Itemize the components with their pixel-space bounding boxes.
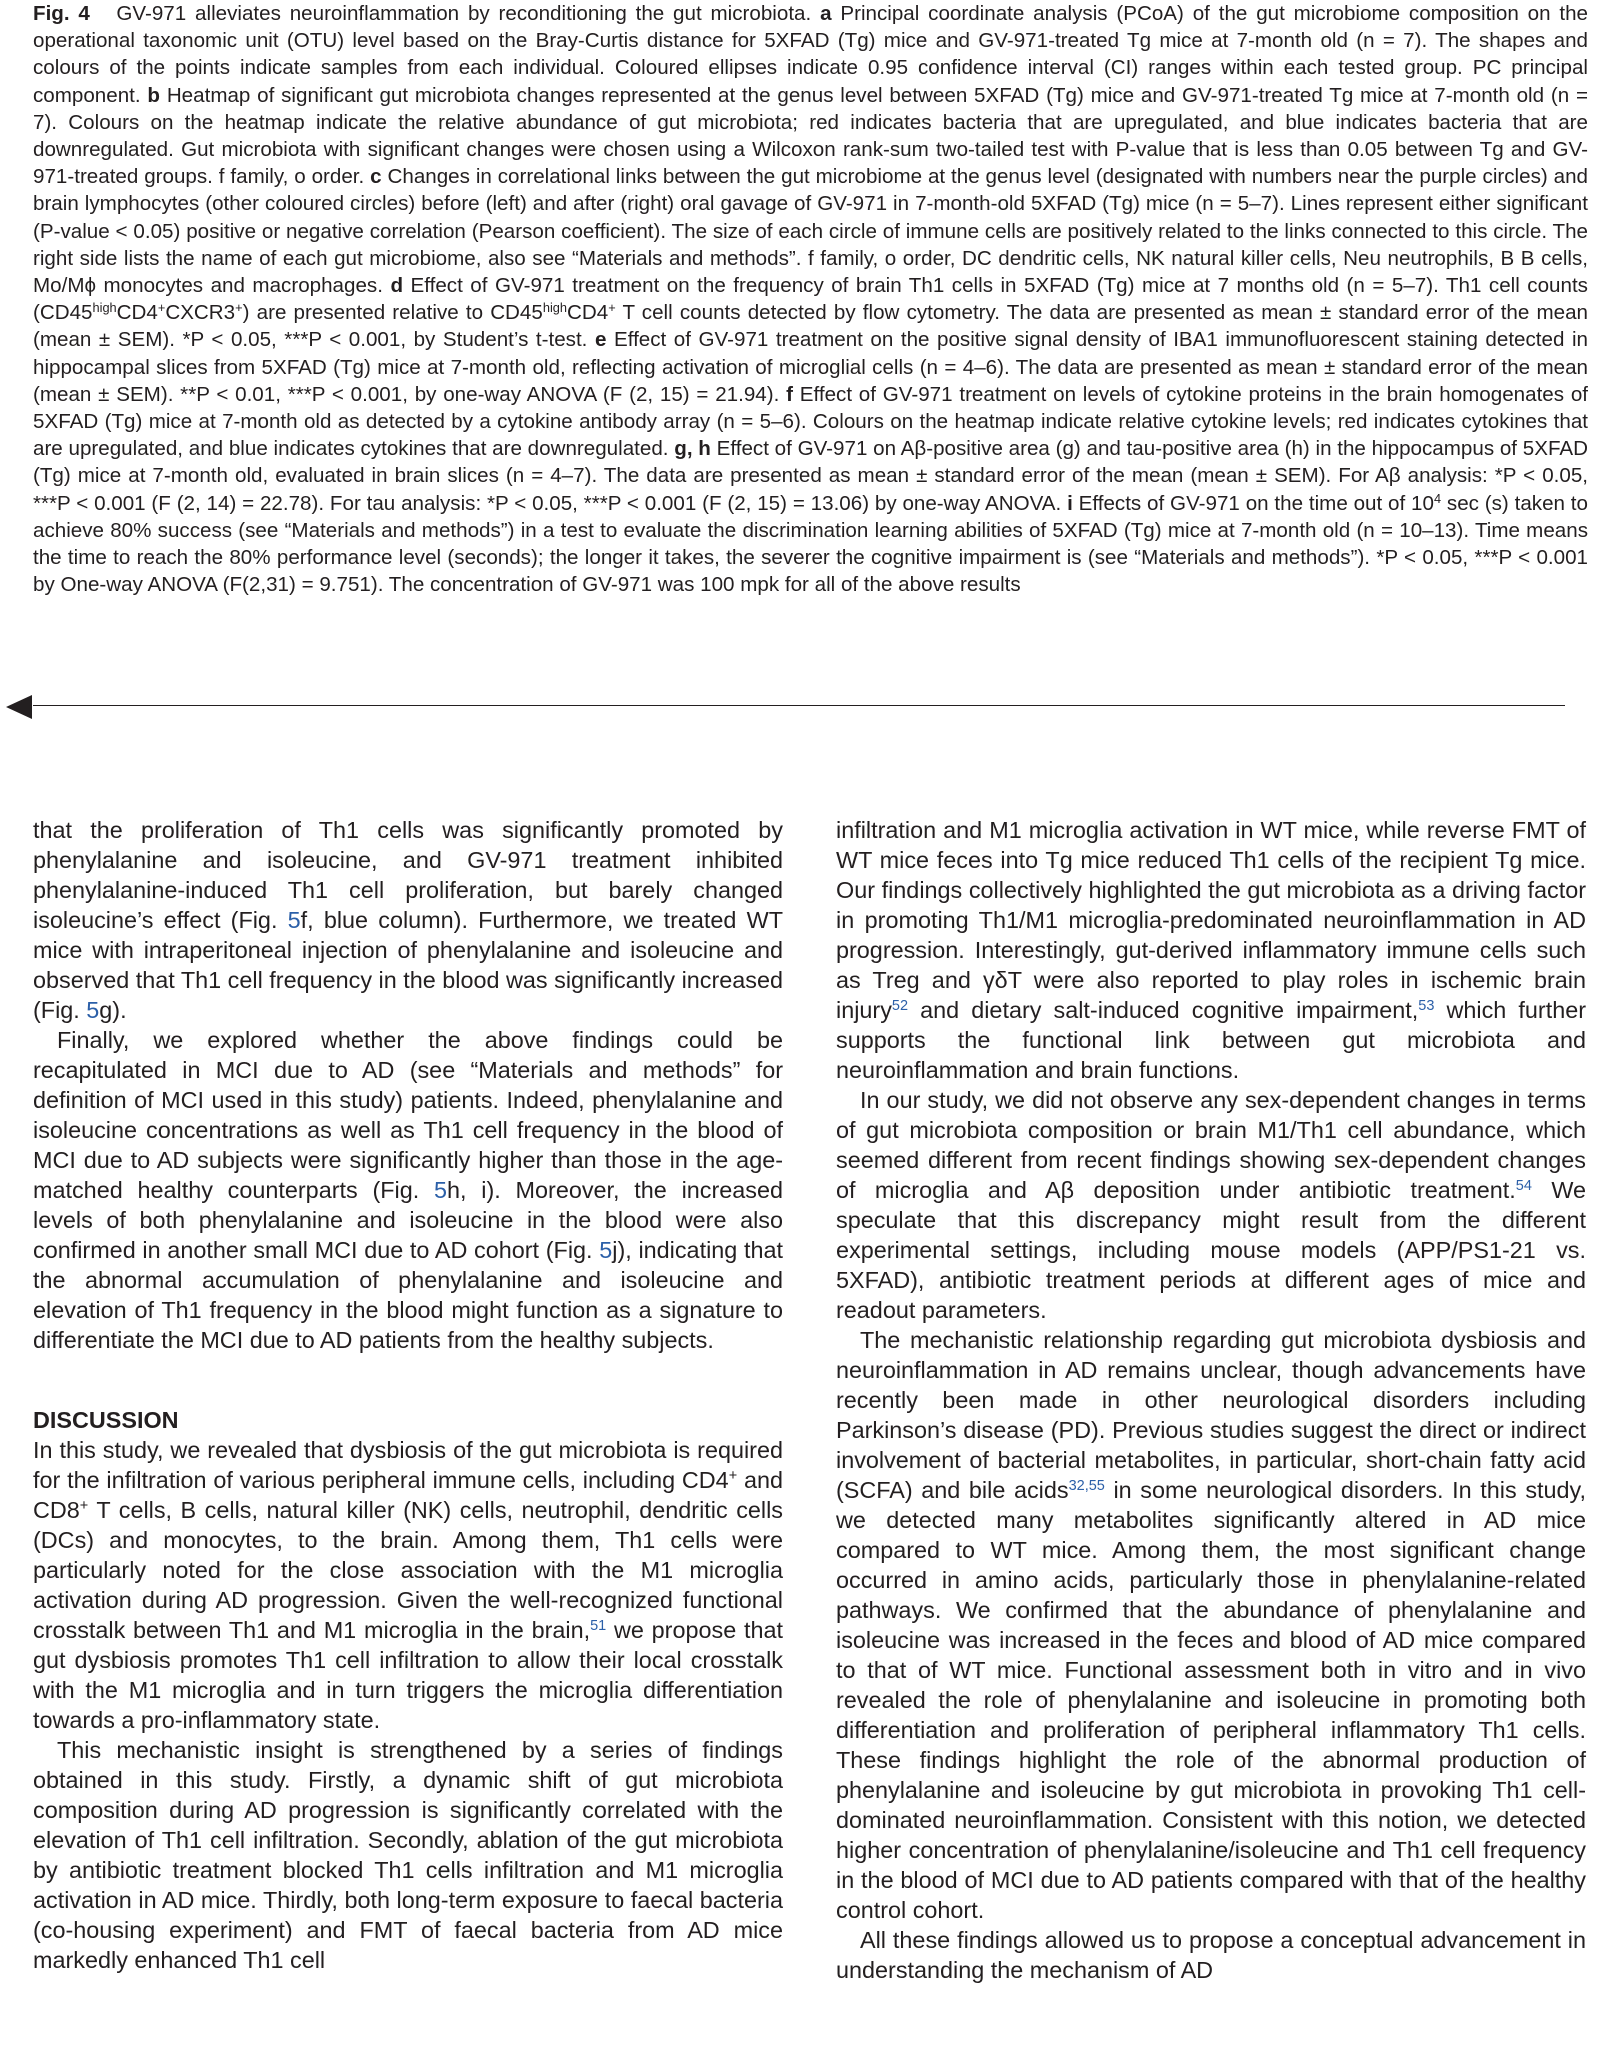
panel-e-label: e	[594, 328, 607, 352]
panel-c-text: Changes in correlational links between the gut microbiome at the genus level (designated with numbers near the purple circles) and brain lymphocytes (other coloured circles) before (left) and after (right) oral gavage of GV-971 in 7-month-old 5XFAD (Tg) mice (n = 5–7). Lines represent either significant (P-value < 0.05) positive or negative correlation (Pearson coefficient). The size of each circle of immune cells are positively related to the links connected to this circle. The right side lists the name of each gut microbiome, also see “Materials and methods”. f family, o order, DC dendritic cells, NK natural killer cells, Neu neutrophils, B B cells, Mo/Mϕ monocytes and macrophages.	[33, 165, 1588, 298]
panel-i-text: Effects of GV-971 on the time out of $10^4$ sec (s) taken to achieve 80% success (see “Materials and methods”) in a test to evaluate the discrimination learning abilities of 5XFAD (Tg) mice at 7-month old (n = 10–13). Time means the time to reach the 80% performance level (seconds); the longer it takes, the severer the cognitive impairment is (see “Materials and methods”). *P < 0.05, ***P < 0.001 by One-way ANOVA (F(2,31) = 9.751). The concentration of GV-971 was 100 mpk for all of the above results	[33, 490, 1588, 597]
paragraph: In our study, we did not observe any sex-dependent changes in terms of gut microbiota composition or brain M1/Th1 cell abundance, which seemed different from recent findings showing sex-dependent changes of microglia and Aβ deposition under antibiotic treatment.$^{54}$ We speculate that this discrepancy might result from the different experimental settings, including mouse models (APP/PS1-21 vs. 5XFAD), antibiotic treatment periods at different ages of mice and readout parameters.	[836, 1087, 1586, 1323]
figure-ref-link[interactable]: 5	[434, 1177, 448, 1203]
panel-e-text: Effect of GV-971 treatment on the positive signal density of IBA1 immunofluorescent staining detected in hippocampal slices from 5XFAD (Tg) mice at 7-month old, reflecting activation of microglial cells (n = 4–6). The data are presented as mean ± standard error of the mean (mean ± SEM). **P < 0.01, ***P < 0.001, by one-way ANOVA (F (2, 15) = 21.94).	[33, 328, 1589, 406]
figure-title: GV-971 alleviates neuroinflammation by reconditioning the gut microbiota.	[116, 2, 812, 25]
caption-divider	[33, 705, 1565, 706]
citation-link[interactable]: 53	[1418, 998, 1435, 1015]
panel-b-label: b	[147, 83, 161, 107]
figure-label: Fig. 4	[33, 2, 90, 25]
paragraph: This mechanistic insight is strengthened by a series of findings obtained in this study. Firstly, a dynamic shift of gut microbiota composition during AD progression is significantly correlated with the elevation of Th1 cell infiltration. Secondly, ablation of the gut microbiota by antibiotic treatment blocked Th1 cells infiltration and M1 microglia activation in AD mice. Thirdly, both long-term exposure to faecal bacteria (co-housing experiment) and FMT of faecal bacteria from AD mice markedly enhanced Th1 cell	[33, 1737, 783, 1973]
panel-f-label: f	[786, 382, 793, 406]
panel-d-text: Effect of GV-971 treatment on the frequency of brain Th1 cells in 5XFAD (Tg) mice at 7 months old (n = 5–7). Th1 cell counts $(CD45^{high}CD4^+CXCR3^+)$ are presented relative to $CD45^{high}CD4^+$ T cell counts detected by flow cytometry. The data are presented as mean ± standard error of the mean (mean ± SEM). *P < 0.05, ***P < 0.001, by Student’s t-test.	[33, 274, 1588, 352]
panel-a-text: Principal coordinate analysis (PCoA) of the gut microbiome composition on the operational taxonomic unit (OTU) level based on the Bray-Curtis distance for 5XFAD (Tg) mice and GV-971-treated Tg mice at 7-month old (n = 7). The shapes and colours of the points indicate samples from each individual. Coloured ellipses indicate 0.95 confidence interval (CI) ranges within each tested group. PC principal component.	[33, 2, 1588, 107]
right-column	[836, 815, 1586, 1985]
caption-end-marker	[6, 695, 32, 719]
figure-ref-link[interactable]: 5	[287, 907, 301, 933]
paragraph: The mechanistic relationship regarding gut microbiota dysbiosis and neuroinflammation in AD remains unclear, though advancements have recently been made in other neurological disorders including Parkinson’s disease (PD). Previous studies suggest the direct or indirect involvement of bacterial metabolites, in particular, short-chain fatty acid (SCFA) and bile acids$^{32,55}$ in some neurological disorders. In this study, we detected many metabolites significantly altered in AD mice compared to WT mice. Among them, the most significant change occurred in amino acids, particularly those in phenylalanine-related pathways. We confirmed that the abundance of phenylalanine and isoleucine was increased in the feces and blood of AD mice compared to that of WT mice. Functional assessment both in vitro and in vivo revealed the role of phenylalanine and isoleucine in promoting both differentiation and proliferation of peripheral inflammatory Th1 cells. These findings highlight the role of the abnormal production of phenylalanine and isoleucine by gut microbiota in provoking Th1 cell-dominated neuroinflammation. Consistent with this notion, we detected higher concentration of phenylalanine/isoleucine and Th1 cell frequency in the blood of MCI due to AD patients compared with that of the healthy control cohort.	[836, 1327, 1586, 1923]
citation-link[interactable]: 51	[590, 1618, 607, 1635]
panel-i-label: i	[1067, 491, 1073, 515]
figure-ref-link[interactable]: 5	[599, 1237, 613, 1263]
panel-c-label: c	[370, 165, 382, 189]
panel-gh-label: g, h	[674, 437, 711, 461]
paragraph: In this study, we revealed that dysbiosis of the gut microbiota is required for the infiltration of various peripheral immune cells, including CD4+ and CD8+ T cells, B cells, natural killer (NK) cells, neutrophil, dendritic cells (DCs) and monocytes, to the brain. Among them, Th1 cells were particularly noted for the close association with the M1 microglia activation during AD progression. Given the well-recognized functional crosstalk between Th1 and M1 microglia in the brain,$^{51}$ we propose that gut dysbiosis promotes Th1 cell infiltration to allow their local crosstalk with the M1 microglia and in turn triggers the microglia differentiation towards a pro-inflammatory state.	[33, 1437, 784, 1733]
citation-link[interactable]: 32,55	[1068, 1478, 1105, 1495]
panel-f-text: Effect of GV-971 treatment on levels of cytokine proteins in the brain homogenates of 5XFAD (Tg) mice at 7-month old as detected by a cytokine antibody array (n = 5–6). Colours on the heatmap indicate relative cytokine levels; red indicates cytokines that are upregulated, and blue indicates cytokines that are downregulated.	[33, 382, 1588, 461]
figure-ref-link[interactable]: 5	[86, 997, 100, 1023]
paragraph: that the proliferation of Th1 cells was significantly promoted by phenylalanine and isoleucine, and GV-971 treatment inhibited phenylalanine-induced Th1 cell proliferation, but barely changed isoleucine’s effect (Fig. 5f, blue column). Furthermore, we treated WT mice with intraperitoneal injection of phenylalanine and isoleucine and observed that Th1 cell frequency in the blood was significantly increased (Fig. 5g).	[33, 817, 783, 1023]
citation-link[interactable]: 52	[891, 998, 909, 1015]
panel-gh-text: Effect of GV-971 on Aβ-positive area (g) and tau-positive area (h) in the hippocampus of 5XFAD (Tg) mice at 7-month old, evaluated in brain slices (n = 4–7). The data are presented as mean ± standard error of the mean (mean ± SEM). For Aβ analysis: *P < 0.05, ***P < 0.001 (F (2, 14) = 22.78). For tau analysis: *P < 0.05, ***P < 0.001 (F (2, 15) = 13.06) by one-way ANOVA.	[33, 437, 1588, 515]
panel-a-label: a	[820, 2, 832, 25]
section-heading: DISCUSSION	[33, 1407, 179, 1433]
panel-d-label: d	[390, 274, 404, 298]
paragraph: All these findings allowed us to propose a conceptual advancement in understanding the mechanism of AD	[836, 1927, 1586, 1983]
paragraph: infiltration and M1 microglia activation in WT mice, while reverse FMT of WT mice feces into Tg mice reduced Th1 cells of the recipient Tg mice. Our findings collectively highlighted the gut microbiota as a driving factor in promoting Th1/M1 microglia-predominated neuroinflammation in AD progression. Interestingly, gut-derived inflammatory immune cells such as Treg and γδT were also reported to play roles in ischemic brain injury$^{52}$ and dietary salt-induced cognitive impairment,$^{53}$ which further supports the functional link between gut microbiota and neuroinflammation and brain functions.	[836, 817, 1586, 1083]
figure-caption	[33, 0, 1588, 598]
panel-b-text: Heatmap of significant gut microbiota changes represented at the genus level between 5XFAD (Tg) mice and GV-971-treated Tg mice at 7-month old (n = 7). Colours on the heatmap indicate the relative abundance of gut microbiota; red indicates bacteria that are upregulated, and blue indicates bacteria that are downregulated. Gut microbiota with significant changes were chosen using a Wilcoxon rank-sum two-tailed test with P-value that is less than 0.05 between Tg and GV-971-treated groups. f family, o order.	[33, 83, 1588, 189]
citation-link[interactable]: 54	[1515, 1178, 1532, 1195]
paragraph: Finally, we explored whether the above findings could be recapitulated in MCI due to AD (see “Materials and methods” for definition of MCI used in this study) patients. Indeed, phenylalanine and isoleucine concentrations as well as Th1 cell frequency in the blood of MCI due to AD subjects were significantly higher than those in the age-matched healthy counterparts (Fig. 5h, i). Moreover, the increased levels of both phenylalanine and isoleucine in the blood were also confirmed in another small MCI due to AD cohort (Fig. 5j), indicating that the abnormal accumulation of phenylalanine and isoleucine and elevation of Th1 frequency in the blood might function as a signature to differentiate the MCI due to AD patients from the healthy subjects.	[33, 1027, 783, 1353]
left-column	[33, 815, 783, 1975]
